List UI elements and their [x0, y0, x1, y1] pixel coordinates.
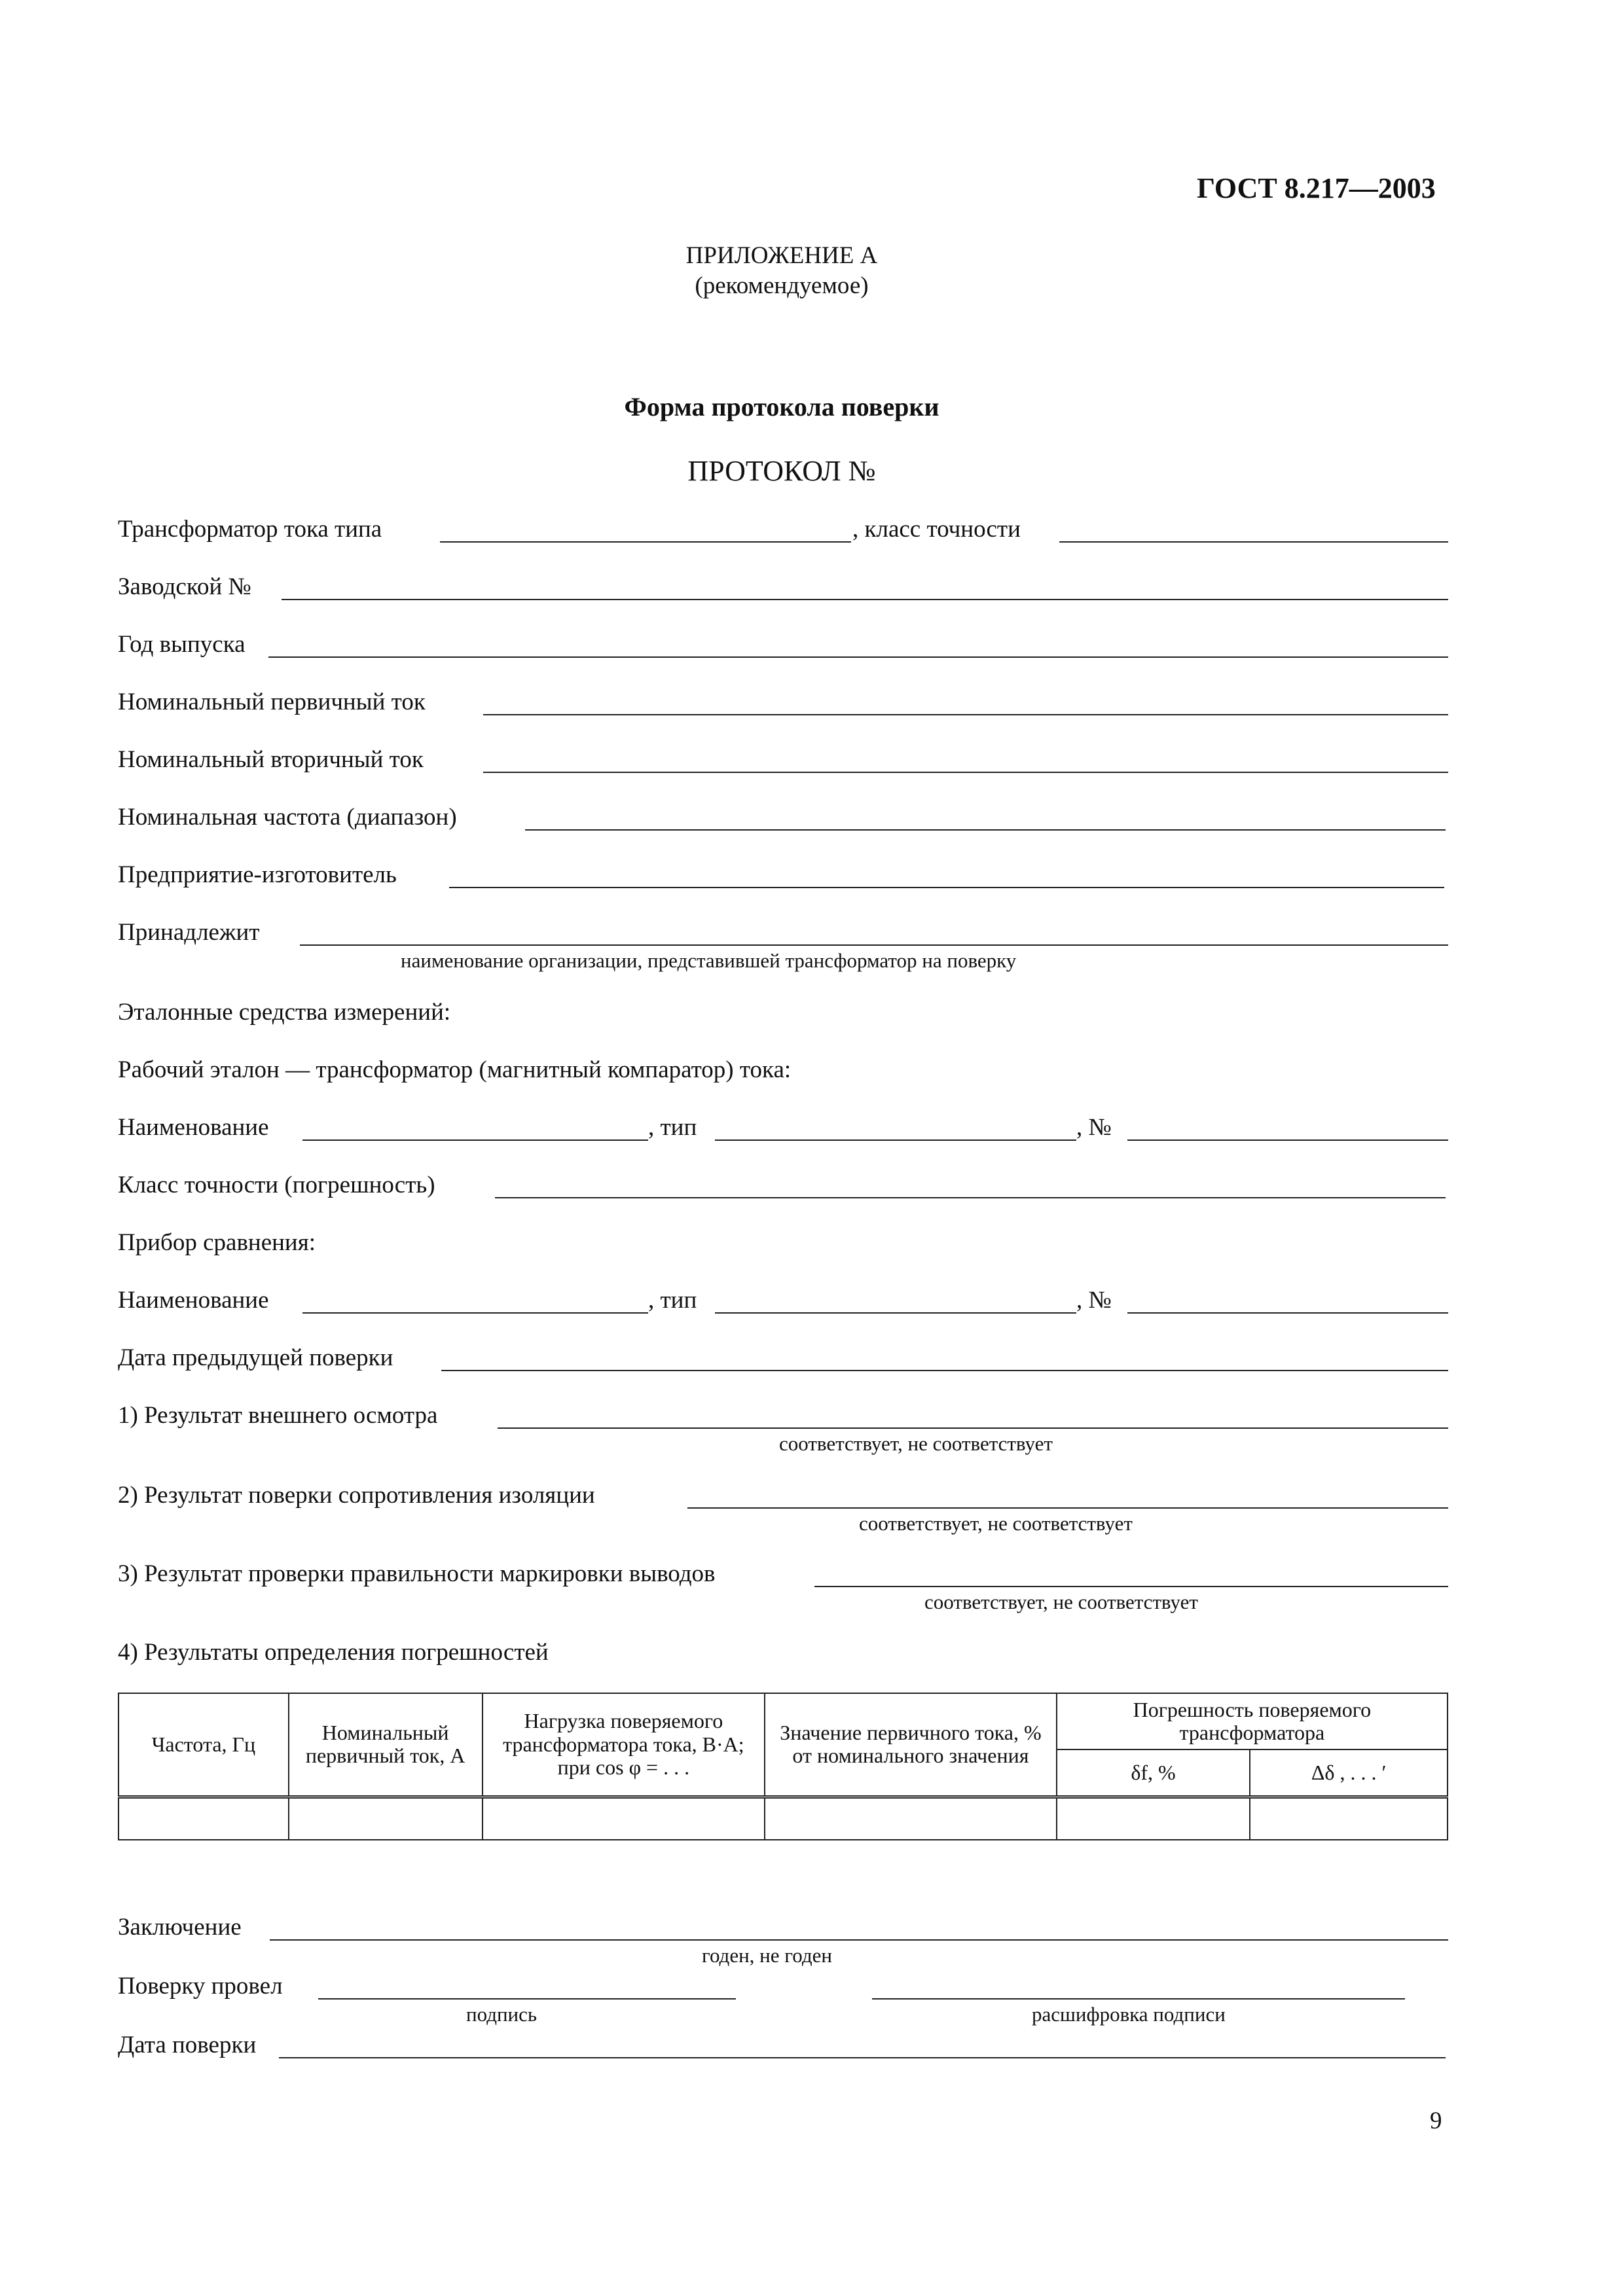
comparator-name-field[interactable] [302, 1312, 648, 1314]
form-title: Форма протокола поверки [624, 392, 939, 422]
conclusion-label: Заключение [118, 1914, 242, 1941]
manufacturer-label: Предприятие-изготовитель [118, 861, 397, 888]
result-3-label: 3) Результат проверки правильности маркировки выводов [118, 1560, 716, 1587]
standard-type-label: , тип [648, 1114, 697, 1141]
signature-field[interactable] [318, 1998, 736, 2000]
year-label: Год выпуска [118, 631, 246, 658]
col-delta-f: δf, % [1057, 1749, 1250, 1797]
year-field[interactable] [268, 656, 1448, 658]
col-frequency: Частота, Гц [119, 1693, 289, 1797]
standard-name-label: Наименование [118, 1114, 269, 1141]
class-error-field[interactable] [495, 1197, 1446, 1198]
verification-date-field[interactable] [279, 2057, 1446, 2058]
standard-name-field[interactable] [302, 1139, 648, 1141]
table-cell[interactable] [765, 1797, 1057, 1840]
transformer-type-label: Трансформатор тока типа [118, 516, 382, 543]
class-error-label: Класс точности (погрешность) [118, 1172, 435, 1198]
result-4-label: 4) Результаты определения погрешностей [118, 1639, 549, 1666]
protocol-title: ПРОТОКОЛ № [687, 455, 876, 487]
table-cell[interactable] [1057, 1797, 1250, 1840]
serial-field[interactable] [282, 599, 1448, 600]
reference-means-label: Эталонные средства измерений: [118, 999, 451, 1026]
standard-number-field[interactable] [1127, 1139, 1448, 1141]
standard-number: ГОСТ 8.217—2003 [1197, 172, 1436, 204]
accuracy-class-label: , класс точности [852, 516, 1021, 543]
col-delta-delta: Δδ , . . . ′ [1250, 1749, 1448, 1797]
conclusion-field[interactable] [270, 1939, 1448, 1941]
result-1-hint: соответствует, не соответствует [779, 1432, 1053, 1455]
table-cell[interactable] [1250, 1797, 1448, 1840]
col-load: Нагрузка поверяемого трансформатора тока, В·А; при cos φ = . . . [483, 1693, 765, 1797]
result-1-field[interactable] [498, 1427, 1448, 1429]
signature-hint: подпись [466, 2003, 538, 2026]
col-error: Погрешность поверяемого трансформатора [1057, 1693, 1448, 1749]
comparator-type-label: , тип [648, 1287, 697, 1314]
comparator-name-label: Наименование [118, 1287, 269, 1314]
standard-number-label: , № [1076, 1114, 1112, 1141]
appendix-title: ПРИЛОЖЕНИЕ А [685, 242, 878, 269]
manufacturer-field[interactable] [449, 887, 1444, 888]
working-standard-label: Рабочий эталон — трансформатор (магнитный компаратор) тока: [118, 1056, 792, 1083]
result-2-hint: соответствует, не соответствует [859, 1512, 1133, 1535]
errors-table [118, 1693, 1448, 1840]
comparator-type-field[interactable] [715, 1312, 1076, 1314]
frequency-field[interactable] [525, 829, 1446, 831]
owner-field[interactable] [300, 944, 1448, 946]
page-number: 9 [1430, 2108, 1442, 2134]
conclusion-hint: годен, не годен [702, 1944, 832, 1967]
prev-date-field[interactable] [441, 1370, 1448, 1371]
owner-hint: наименование организации, представившей трансформатор на поверку [401, 949, 1017, 972]
standard-type-field[interactable] [715, 1139, 1076, 1141]
result-1-label: 1) Результат внешнего осмотра [118, 1402, 438, 1429]
prev-date-label: Дата предыдущей поверки [118, 1344, 393, 1371]
table-cell[interactable] [289, 1797, 483, 1840]
owner-label: Принадлежит [118, 919, 260, 946]
appendix-note: (рекомендуемое) [695, 272, 869, 299]
col-primary-value: Значение первичного тока, % от номинального значения [765, 1693, 1057, 1797]
table-cell[interactable] [119, 1797, 289, 1840]
result-3-hint: соответствует, не соответствует [924, 1590, 1198, 1613]
primary-current-label: Номинальный первичный ток [118, 689, 426, 715]
table-row [119, 1797, 1448, 1840]
primary-current-field[interactable] [483, 714, 1448, 715]
secondary-current-field[interactable] [483, 772, 1448, 773]
result-2-label: 2) Результат поверки сопротивления изоляции [118, 1482, 595, 1509]
result-2-field[interactable] [687, 1507, 1448, 1509]
signature-decode-field[interactable] [872, 1998, 1405, 2000]
col-primary-current: Номинальный первичный ток, А [289, 1693, 483, 1797]
accuracy-class-field[interactable] [1059, 541, 1448, 543]
result-3-field[interactable] [814, 1586, 1448, 1587]
serial-label: Заводской № [118, 573, 251, 600]
signature-decode-hint: расшифровка подписи [1032, 2003, 1226, 2026]
verification-date-label: Дата поверки [118, 2032, 257, 2058]
comparator-label: Прибор сравнения: [118, 1229, 316, 1256]
frequency-label: Номинальная частота (диапазон) [118, 804, 457, 831]
table-cell[interactable] [483, 1797, 765, 1840]
transformer-type-field[interactable] [440, 541, 851, 543]
secondary-current-label: Номинальный вторичный ток [118, 746, 424, 773]
verified-by-label: Поверку провел [118, 1973, 283, 2000]
comparator-number-label: , № [1076, 1287, 1112, 1314]
comparator-number-field[interactable] [1127, 1312, 1448, 1314]
